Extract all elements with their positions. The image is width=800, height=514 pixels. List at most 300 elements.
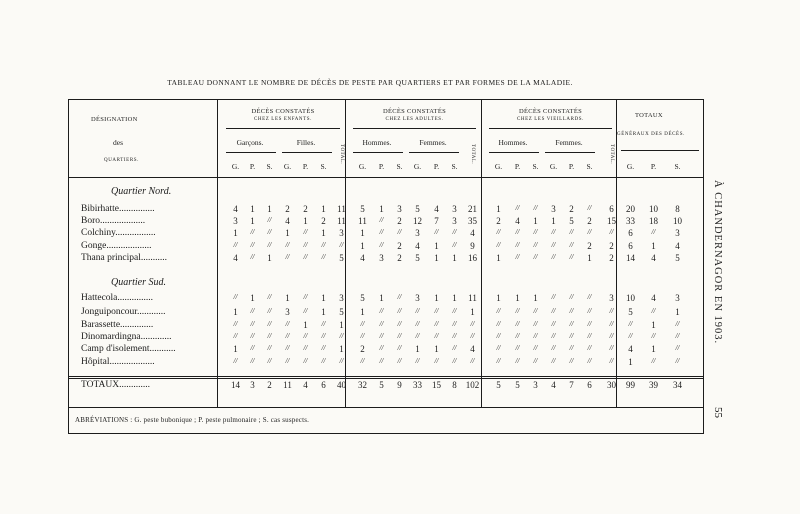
data-cell: // (609, 344, 614, 352)
data-cell: // (675, 320, 680, 328)
totals-rule-2 (69, 378, 703, 379)
data-cell: // (303, 307, 308, 315)
data-cell: 3 (233, 216, 238, 226)
data-cell: // (267, 307, 272, 315)
table-row-label: Barassette.............. (81, 320, 154, 330)
totaux-brace (621, 150, 699, 151)
data-cell: 5 (415, 204, 420, 214)
data-cell: 4 (285, 216, 290, 226)
column-letter: P. (378, 162, 385, 171)
table-row-label: Dinomardingna............. (81, 332, 172, 342)
data-cell: 1 (651, 344, 656, 354)
subgroup-1: Hommes. (362, 138, 392, 147)
data-cell: // (515, 253, 520, 261)
data-cell: 1 (434, 253, 439, 263)
data-cell: // (470, 320, 475, 328)
data-cell: // (321, 253, 326, 261)
data-cell: // (628, 332, 633, 340)
data-cell: 11 (337, 216, 346, 226)
data-cell: 4 (628, 344, 633, 354)
data-cell: // (397, 320, 402, 328)
data-cell: 2 (285, 204, 290, 214)
column-letter: G. (413, 162, 422, 171)
data-cell: 3 (452, 204, 457, 214)
data-cell: // (250, 357, 255, 365)
data-cell: // (515, 344, 520, 352)
data-cell: // (267, 241, 272, 249)
data-cell: // (609, 357, 614, 365)
data-cell: // (609, 320, 614, 328)
data-cell: 1 (360, 228, 365, 238)
column-letter: S. (532, 162, 539, 171)
column-letter: S. (266, 162, 273, 171)
data-cell: 1 (533, 293, 538, 303)
data-cell: // (397, 307, 402, 315)
data-cell: // (303, 228, 308, 236)
data-cell: // (397, 344, 402, 352)
data-cell: // (250, 332, 255, 340)
data-cell: 4 (675, 241, 680, 251)
data-cell: 1 (452, 293, 457, 303)
data-cell: 33 (413, 380, 422, 390)
group-title: DÉCÈS CONSTATÉS (518, 108, 583, 115)
table-row-label: Thana principal........... (81, 253, 168, 263)
data-cell: 1 (360, 241, 365, 251)
data-cell: 1 (233, 307, 238, 317)
data-cell: 1 (321, 228, 326, 238)
data-cell: 7 (569, 380, 574, 390)
data-cell: 15 (607, 216, 616, 226)
data-cell: 5 (515, 380, 520, 390)
data-cell: // (250, 344, 255, 352)
data-cell: // (515, 320, 520, 328)
data-cell: // (379, 241, 384, 249)
data-cell: 8 (675, 204, 680, 214)
data-cell: 5 (496, 380, 501, 390)
data-cell: // (339, 241, 344, 249)
data-cell: 1 (434, 293, 439, 303)
data-cell: 11 (358, 216, 367, 226)
data-cell: // (303, 357, 308, 365)
table-row-label: Gonge................... (81, 241, 152, 251)
column-letter: P. (568, 162, 575, 171)
data-cell: 3 (609, 293, 614, 303)
data-cell: 5 (415, 253, 420, 263)
data-cell: 30 (607, 380, 616, 390)
data-cell: // (267, 228, 272, 236)
data-cell: // (415, 307, 420, 315)
data-cell: // (434, 228, 439, 236)
data-cell: // (397, 332, 402, 340)
data-cell: 1 (360, 307, 365, 317)
data-cell: 1 (496, 293, 501, 303)
column-letter: G. (283, 162, 292, 171)
data-cell: // (285, 253, 290, 261)
data-cell: 10 (626, 293, 635, 303)
data-cell: 3 (397, 204, 402, 214)
data-cell: // (285, 344, 290, 352)
subgroup-2: Femmes. (555, 138, 583, 147)
sub-brace (226, 152, 276, 153)
data-cell: 4 (470, 228, 475, 238)
footnote: ABRÉVIATIONS : G. peste bubonique ; P. peste pulmonaire ; S. cas suspects. (75, 416, 310, 424)
data-cell: // (339, 357, 344, 365)
data-cell: // (452, 332, 457, 340)
table-title: TABLEAU DONNANT LE NOMBRE DE DÉCÈS DE PESTE PAR QUARTIERS ET PAR FORMES DE LA MALADIE. (167, 78, 573, 87)
data-cell: // (515, 332, 520, 340)
data-cell: 2 (496, 216, 501, 226)
data-cell: 6 (321, 380, 326, 390)
data-cell: // (628, 320, 633, 328)
group-brace (353, 128, 476, 129)
data-cell: 14 (626, 253, 635, 263)
designation-quartiers: QUARTIERS. (104, 158, 140, 163)
data-cell: 5 (339, 307, 344, 317)
data-cell: 3 (250, 380, 255, 390)
data-cell: // (651, 332, 656, 340)
data-cell: // (587, 344, 592, 352)
data-cell: // (285, 332, 290, 340)
side-running-title: À CHANDERNAGOR EN 1903. (712, 180, 723, 345)
data-cell: // (434, 320, 439, 328)
data-cell: // (496, 228, 501, 236)
data-cell: // (415, 320, 420, 328)
table-row-label: Colchiny................. (81, 228, 156, 238)
data-cell: // (321, 344, 326, 352)
data-cell: // (339, 332, 344, 340)
column-letter: G. (358, 162, 367, 171)
data-cell: // (515, 204, 520, 212)
data-cell: // (496, 357, 501, 365)
data-cell: 9 (470, 241, 475, 251)
column-letter: P. (302, 162, 309, 171)
data-cell: // (551, 332, 556, 340)
data-cell: 1 (452, 253, 457, 263)
data-cell: // (379, 357, 384, 365)
column-letter: S. (320, 162, 327, 171)
data-cell: // (250, 241, 255, 249)
total-label: TOTAL. (609, 144, 614, 165)
data-cell: 1 (415, 344, 420, 354)
data-cell: 35 (468, 216, 477, 226)
data-cell: 14 (231, 380, 240, 390)
group-subtitle: CHEZ LES ADULTES. (385, 117, 444, 122)
data-cell: // (651, 228, 656, 236)
data-cell: 1 (303, 216, 308, 226)
data-cell: 1 (285, 228, 290, 238)
data-cell: 1 (587, 253, 592, 263)
data-cell: 1 (339, 344, 344, 354)
data-cell: 20 (626, 204, 635, 214)
data-cell: 1 (303, 320, 308, 330)
data-cell: // (533, 228, 538, 236)
data-cell: // (551, 228, 556, 236)
sub-brace (282, 152, 332, 153)
totaux-letter: P. (650, 162, 657, 171)
data-cell: // (360, 332, 365, 340)
data-cell: 5 (675, 253, 680, 263)
data-cell: // (303, 241, 308, 249)
data-cell: // (321, 332, 326, 340)
data-cell: // (452, 241, 457, 249)
group-subtitle: CHEZ LES VIEILLARDS. (516, 117, 585, 122)
data-cell: 11 (337, 204, 346, 214)
data-cell: // (609, 228, 614, 236)
data-cell: // (533, 344, 538, 352)
data-cell: // (675, 357, 680, 365)
data-cell: 1 (339, 320, 344, 330)
totaux-letter: S. (674, 162, 681, 171)
column-rule (217, 100, 218, 407)
section-title-south: Quartier Sud. (111, 277, 166, 288)
data-cell: 2 (397, 253, 402, 263)
data-cell: 6 (628, 228, 633, 238)
data-cell: 11 (283, 380, 292, 390)
data-cell: 2 (397, 216, 402, 226)
data-cell: 3 (285, 307, 290, 317)
data-cell: 2 (397, 241, 402, 251)
table-row-label: Camp d'isolement........... (81, 344, 176, 354)
group-subtitle: CHEZ LES ENFANTS. (253, 117, 313, 122)
data-cell: // (569, 344, 574, 352)
data-cell: // (587, 307, 592, 315)
data-cell: 5 (360, 293, 365, 303)
data-cell: 3 (675, 293, 680, 303)
data-cell: // (379, 332, 384, 340)
data-cell: // (250, 320, 255, 328)
sub-brace (545, 152, 595, 153)
data-cell: 1 (515, 293, 520, 303)
data-cell: // (551, 344, 556, 352)
data-cell: // (379, 307, 384, 315)
data-cell: // (533, 241, 538, 249)
data-cell: 1 (434, 241, 439, 251)
subgroup-2: Filles. (296, 138, 316, 147)
data-cell: // (587, 320, 592, 328)
data-cell: 1 (651, 241, 656, 251)
data-cell: 4 (651, 293, 656, 303)
data-cell: // (379, 320, 384, 328)
data-cell: // (515, 241, 520, 249)
data-cell: 1 (285, 293, 290, 303)
data-cell: // (233, 241, 238, 249)
section-title-north: Quartier Nord. (111, 186, 172, 197)
data-cell: 4 (651, 253, 656, 263)
data-cell: // (379, 344, 384, 352)
data-cell: // (609, 332, 614, 340)
data-cell: 2 (569, 204, 574, 214)
data-cell: 11 (468, 293, 477, 303)
column-letter: S. (396, 162, 403, 171)
data-cell: 3 (675, 228, 680, 238)
data-cell: 1 (434, 344, 439, 354)
data-cell: 1 (321, 204, 326, 214)
page-number: 55 (712, 407, 724, 418)
data-cell: // (434, 357, 439, 365)
data-cell: // (551, 307, 556, 315)
data-cell: // (434, 307, 439, 315)
data-cell: 33 (626, 216, 635, 226)
data-cell: 5 (339, 253, 344, 263)
footnote-rule (69, 407, 703, 408)
data-cell: // (233, 293, 238, 301)
data-cell: // (233, 320, 238, 328)
table-row-label: Jonguiponcour............ (81, 307, 166, 317)
data-cell: 3 (415, 228, 420, 238)
data-cell: // (267, 332, 272, 340)
group-brace (226, 128, 340, 129)
designation-des: des (113, 138, 123, 147)
data-cell: // (569, 253, 574, 261)
data-cell: // (267, 293, 272, 301)
column-letter: P. (514, 162, 521, 171)
data-cell: // (397, 293, 402, 301)
data-cell: // (515, 307, 520, 315)
data-cell: // (569, 241, 574, 249)
data-cell: 34 (673, 380, 682, 390)
totaux-letter: G. (626, 162, 635, 171)
data-cell: 32 (358, 380, 367, 390)
data-cell: // (470, 332, 475, 340)
data-cell: // (303, 344, 308, 352)
data-cell: // (452, 228, 457, 236)
data-cell: // (496, 241, 501, 249)
data-cell: // (515, 228, 520, 236)
data-cell: 1 (496, 253, 501, 263)
data-cell: 1 (233, 344, 238, 354)
data-cell: 9 (397, 380, 402, 390)
data-cell: // (587, 357, 592, 365)
sub-brace (409, 152, 459, 153)
data-cell: // (250, 307, 255, 315)
data-cell: 1 (321, 307, 326, 317)
column-letter: G. (549, 162, 558, 171)
data-cell: 1 (675, 307, 680, 317)
data-cell: 15 (432, 380, 441, 390)
data-cell: 4 (360, 253, 365, 263)
data-cell: 4 (434, 204, 439, 214)
data-cell: 10 (649, 204, 658, 214)
group-brace (489, 128, 612, 129)
data-cell: 8 (452, 380, 457, 390)
data-cell: 4 (303, 380, 308, 390)
data-cell: 2 (360, 344, 365, 354)
data-cell: // (267, 357, 272, 365)
data-cell: // (452, 357, 457, 365)
data-cell: // (569, 332, 574, 340)
data-cell: 3 (415, 293, 420, 303)
data-cell: // (379, 216, 384, 224)
group-title: DÉCÈS CONSTATÉS (382, 108, 447, 115)
data-cell: 2 (609, 241, 614, 251)
data-cell: 3 (379, 253, 384, 263)
data-cell: 2 (587, 216, 592, 226)
data-cell: 3 (452, 216, 457, 226)
column-letter: P. (249, 162, 256, 171)
data-cell: 4 (470, 344, 475, 354)
data-cell: 3 (533, 380, 538, 390)
data-cell: 2 (267, 380, 272, 390)
data-cell: // (267, 344, 272, 352)
data-cell: 5 (379, 380, 384, 390)
data-cell: 1 (379, 204, 384, 214)
data-cell: 39 (649, 380, 658, 390)
sub-brace (353, 152, 403, 153)
data-cell: // (587, 204, 592, 212)
data-cell: // (321, 357, 326, 365)
data-cell: // (303, 253, 308, 261)
data-cell: 1 (267, 204, 272, 214)
data-cell: // (452, 344, 457, 352)
data-cell: 2 (609, 253, 614, 263)
data-cell: // (587, 332, 592, 340)
data-cell: // (675, 332, 680, 340)
data-cell: 12 (413, 216, 422, 226)
data-cell: // (321, 320, 326, 328)
data-cell: 5 (360, 204, 365, 214)
data-cell: // (496, 344, 501, 352)
data-cell: // (651, 357, 656, 365)
data-cell: // (233, 332, 238, 340)
data-cell: // (533, 320, 538, 328)
data-cell: // (250, 228, 255, 236)
data-cell: 4 (233, 204, 238, 214)
data-cell: 18 (649, 216, 658, 226)
data-cell: // (569, 320, 574, 328)
data-cell: // (360, 320, 365, 328)
total-label: TOTAL. (470, 144, 475, 165)
data-cell: 1 (533, 216, 538, 226)
data-cell: // (651, 307, 656, 315)
column-letter: G. (231, 162, 240, 171)
data-cell: // (587, 228, 592, 236)
data-cell: 16 (468, 253, 477, 263)
subgroup-2: Femmes. (419, 138, 447, 147)
data-cell: 4 (515, 216, 520, 226)
data-cell: 1 (250, 216, 255, 226)
data-cell: // (496, 320, 501, 328)
data-cell: // (452, 320, 457, 328)
sub-brace (489, 152, 539, 153)
data-cell: // (675, 344, 680, 352)
column-rule (481, 100, 482, 407)
data-cell: // (551, 320, 556, 328)
data-cell: 2 (321, 216, 326, 226)
data-cell: 4 (233, 253, 238, 263)
data-cell: // (285, 357, 290, 365)
column-letter: S. (451, 162, 458, 171)
data-cell: 1 (250, 293, 255, 303)
data-cell: // (533, 332, 538, 340)
data-cell: // (285, 320, 290, 328)
column-letter: G. (494, 162, 503, 171)
totals-row-label: TOTAUX............. (81, 380, 150, 390)
data-cell: // (434, 332, 439, 340)
data-cell: 1 (496, 204, 501, 214)
data-cell: 2 (587, 241, 592, 251)
data-cell: // (551, 357, 556, 365)
totals-rule (69, 376, 703, 377)
header-rule (69, 177, 703, 178)
data-cell: 6 (609, 204, 614, 214)
subgroup-1: Hommes. (498, 138, 528, 147)
data-cell: // (233, 357, 238, 365)
data-cell: 3 (339, 228, 344, 238)
data-cell: // (533, 204, 538, 212)
data-cell: // (285, 241, 290, 249)
data-cell: // (415, 332, 420, 340)
data-cell: 4 (551, 380, 556, 390)
